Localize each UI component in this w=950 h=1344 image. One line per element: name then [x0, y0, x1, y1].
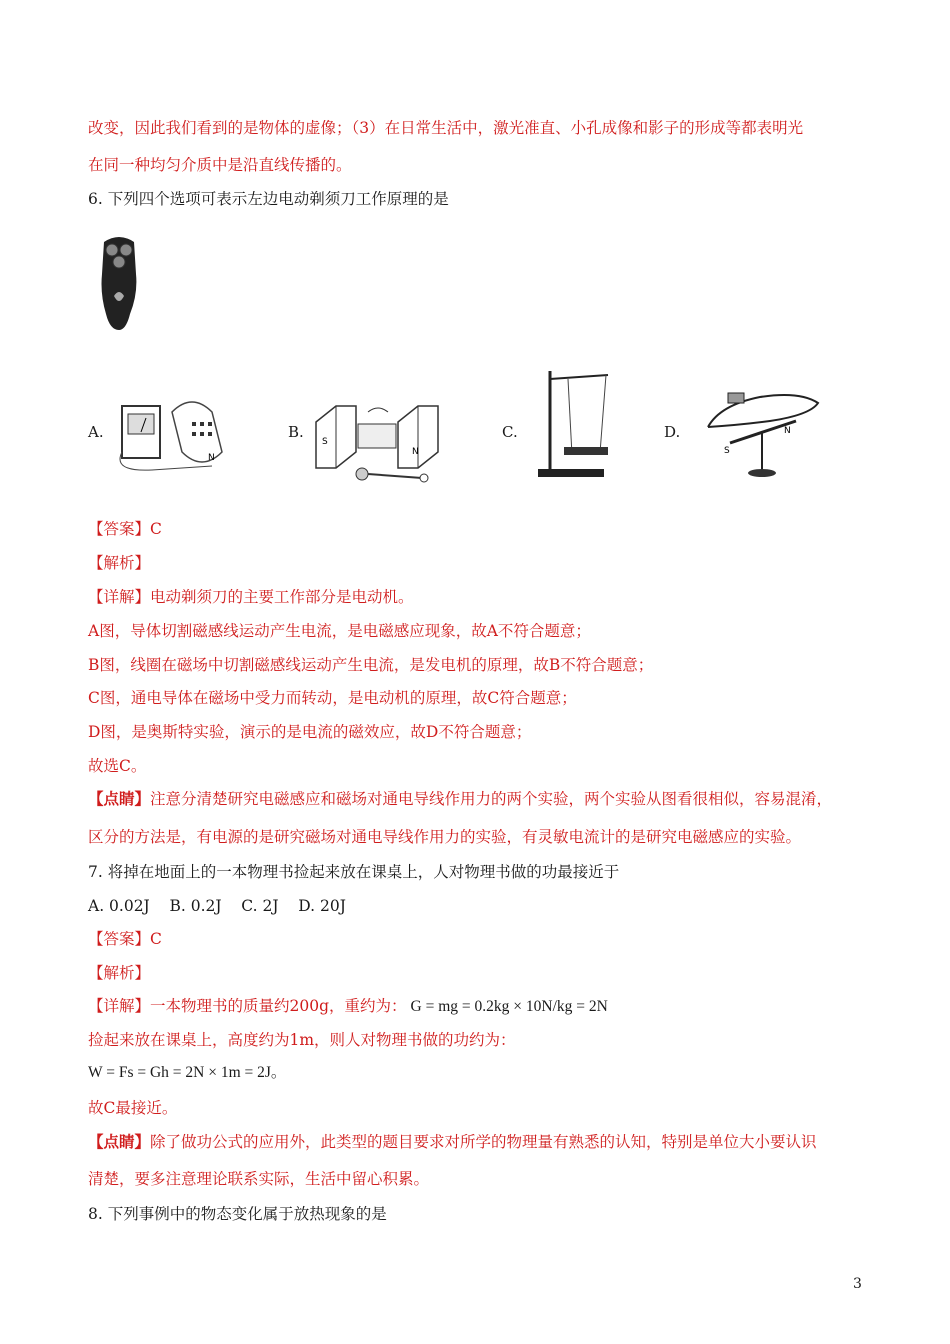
- options-7: A. 0.02J B. 0.2J C. 2J D. 20J: [88, 897, 346, 915]
- svg-text:N: N: [412, 447, 419, 457]
- option-b-label: B.: [288, 423, 304, 441]
- text-line: 在同一种均匀介质中是沿直线传播的。: [88, 156, 352, 174]
- detail-6: [88, 587, 414, 607]
- detail-label: 【详解】: [88, 588, 151, 606]
- explain-a: A图，导体切割磁感线运动产生电流，是电磁感应现象，故A不符合题意；: [88, 622, 591, 640]
- detail-text: 电动剃须刀的主要工作部分是电动机。: [150, 588, 414, 606]
- option-d-diagram: [700, 385, 830, 481]
- detail-text: 一本物理书的质量约200g，重约为：: [150, 997, 407, 1015]
- text-line: 改变，因此我们看到的是物体的虚像；（3）在日常生活中，激光准直、小孔成像和影子的形成等都表明光: [88, 119, 804, 137]
- detail-7: [88, 996, 608, 1017]
- question-8: 8. 下列事例中的物态变化属于放热现象的是: [88, 1205, 387, 1223]
- analysis-7: 【解析】: [88, 964, 151, 982]
- tip-6a: [88, 789, 832, 809]
- svg-text:N: N: [784, 426, 791, 436]
- option-c-diagram: [528, 365, 618, 481]
- tip-6b: 区分的方法是，有电源的是研究磁场对通电导线作用力的实验，有灵敏电流计的是研究电磁感应的实验。: [88, 828, 802, 846]
- option-d-label: D.: [664, 423, 681, 441]
- analysis-6: 【解析】: [88, 554, 151, 572]
- answer-value: C: [150, 930, 162, 948]
- explain-c: C图，通电导体在磁场中受力而转动，是电动机的原理，故C符合题意；: [88, 689, 577, 707]
- tip-label: 【点睛】: [88, 1132, 151, 1151]
- choose-6: 故选C。: [88, 757, 147, 775]
- line-7b: 捡起来放在课桌上，高度约为1m，则人对物理书做的功约为：: [88, 1031, 516, 1049]
- option-a-label: A.: [88, 423, 104, 441]
- svg-text:N: N: [208, 453, 215, 463]
- answer-label: 【答案】: [88, 520, 151, 538]
- formula-g: G = mg = 0.2kg × 10N/kg = 2N: [410, 998, 608, 1015]
- formula-w: W = Fs = Gh = 2N × 1m = 2J。: [88, 1064, 287, 1081]
- option-c-label: C.: [502, 423, 518, 441]
- closest-7: 故C最接近。: [88, 1099, 178, 1117]
- answer-7: [88, 929, 162, 949]
- tip-label: 【点睛】: [88, 789, 151, 808]
- explain-d: D图，是奥斯特实验，演示的是电流的磁效应，故D不符合题意；: [88, 723, 532, 741]
- svg-text:S: S: [724, 446, 730, 456]
- tip-7a: [88, 1132, 817, 1152]
- question-6: 6. 下列四个选项可表示左边电动剃须刀工作原理的是: [88, 190, 449, 208]
- tip-text: 除了做功公式的应用外，此类型的题目要求对所学的物理量有熟悉的认知，特别是单位大小要认识: [150, 1133, 817, 1151]
- svg-text:S: S: [322, 437, 328, 447]
- option-a-diagram: [112, 392, 252, 478]
- explain-b: B图，线圈在磁场中切割磁感线运动产生电流，是发电机的原理，故B不符合题意；: [88, 656, 654, 674]
- question-7: 7. 将掉在地面上的一本物理书捡起来放在课桌上，人对物理书做的功最接近于: [88, 863, 620, 881]
- tip-7b: 清楚，要多注意理论联系实际，生活中留心积累。: [88, 1170, 430, 1188]
- tip-text: 注意分清楚研究电磁感应和磁场对通电导线作用力的两个实验，两个实验从图看很相似，容易混淆，: [150, 790, 833, 808]
- answer-label: 【答案】: [88, 930, 151, 948]
- detail-label: 【详解】: [88, 997, 151, 1015]
- answer-value: C: [150, 520, 162, 538]
- page-number: 3: [853, 1276, 862, 1292]
- shaver-image: [96, 234, 142, 334]
- option-b-diagram: [312, 392, 442, 488]
- answer-6: [88, 519, 162, 539]
